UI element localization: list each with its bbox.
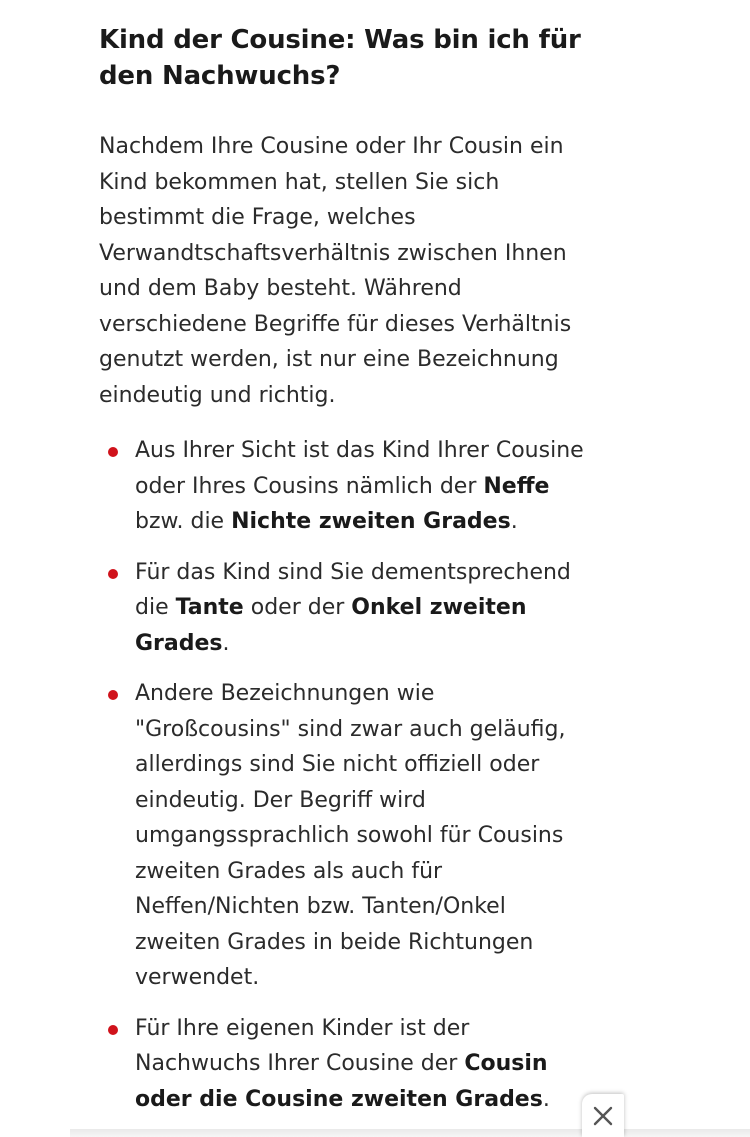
list-item-text: bzw. die — [135, 509, 232, 534]
bullet-icon — [108, 1025, 118, 1035]
list-item-text: Für das Kind sind Sie dementsprechend die — [135, 559, 571, 620]
bold-term: Onkel zweiten Grades — [135, 595, 527, 656]
list-item-text: . — [510, 509, 518, 534]
list-item-text: Für Ihre eigenen Kinder ist der Nachwuchs Ihrer Cousine der — [135, 1015, 470, 1076]
bold-term: Cousin oder die Cousine zweiten Grades — [135, 1051, 548, 1112]
bold-term: Neffe — [483, 473, 550, 499]
list-item-text: . — [222, 630, 230, 656]
bullet-icon — [108, 569, 118, 579]
list-item-text: Aus Ihrer Sicht ist das Kind Ihrer Cousine oder Ihres Cousins nämlich der — [135, 438, 584, 499]
bold-term: Tante — [175, 595, 244, 620]
close-icon — [593, 1106, 613, 1126]
bullet-icon — [108, 447, 118, 457]
list-item — [99, 433, 589, 540]
list-item — [99, 555, 589, 662]
close-ad-button[interactable] — [582, 1094, 624, 1137]
intro-paragraph: Nachdem Ihre Cousine oder Ihr Cousin ein Kind bekommen hat, stellen Sie sich bestimmt die Frage, welches Verwandtschaftsverhältnis zwischen Ihnen und dem Baby besteht. Während verschiedene Begriffe für dieses Verhältnis genutzt werden, ist nur eine Bezeichnung eindeutig und richtig. — [99, 134, 572, 408]
list-item-text: oder der — [243, 595, 352, 620]
list-item-text: . — [542, 1086, 550, 1112]
list-item-text: Andere Bezeichnungen wie "Großcousins" sind zwar auch geläufig, allerdings sind Sie nicht offiziell oder eindeutig. Der Begriff wird umgangssprachlich sowohl für Cousins zweiten Grades als auch für Neffen/Nichten bzw. Tanten/Onkel zweiten Grades in beide Richtungen verwendet. — [135, 681, 566, 990]
bold-term: Nichte zweiten Grades — [231, 509, 511, 534]
section-heading: Kind der Cousine: Was bin ich für den Nachwuchs? — [99, 25, 581, 91]
article-section — [99, 22, 589, 1132]
list-item — [99, 1011, 589, 1118]
bullet-icon — [108, 690, 118, 700]
bottom-ad-bar — [70, 1129, 750, 1137]
bullet-list — [99, 433, 589, 1117]
list-item — [99, 676, 589, 996]
